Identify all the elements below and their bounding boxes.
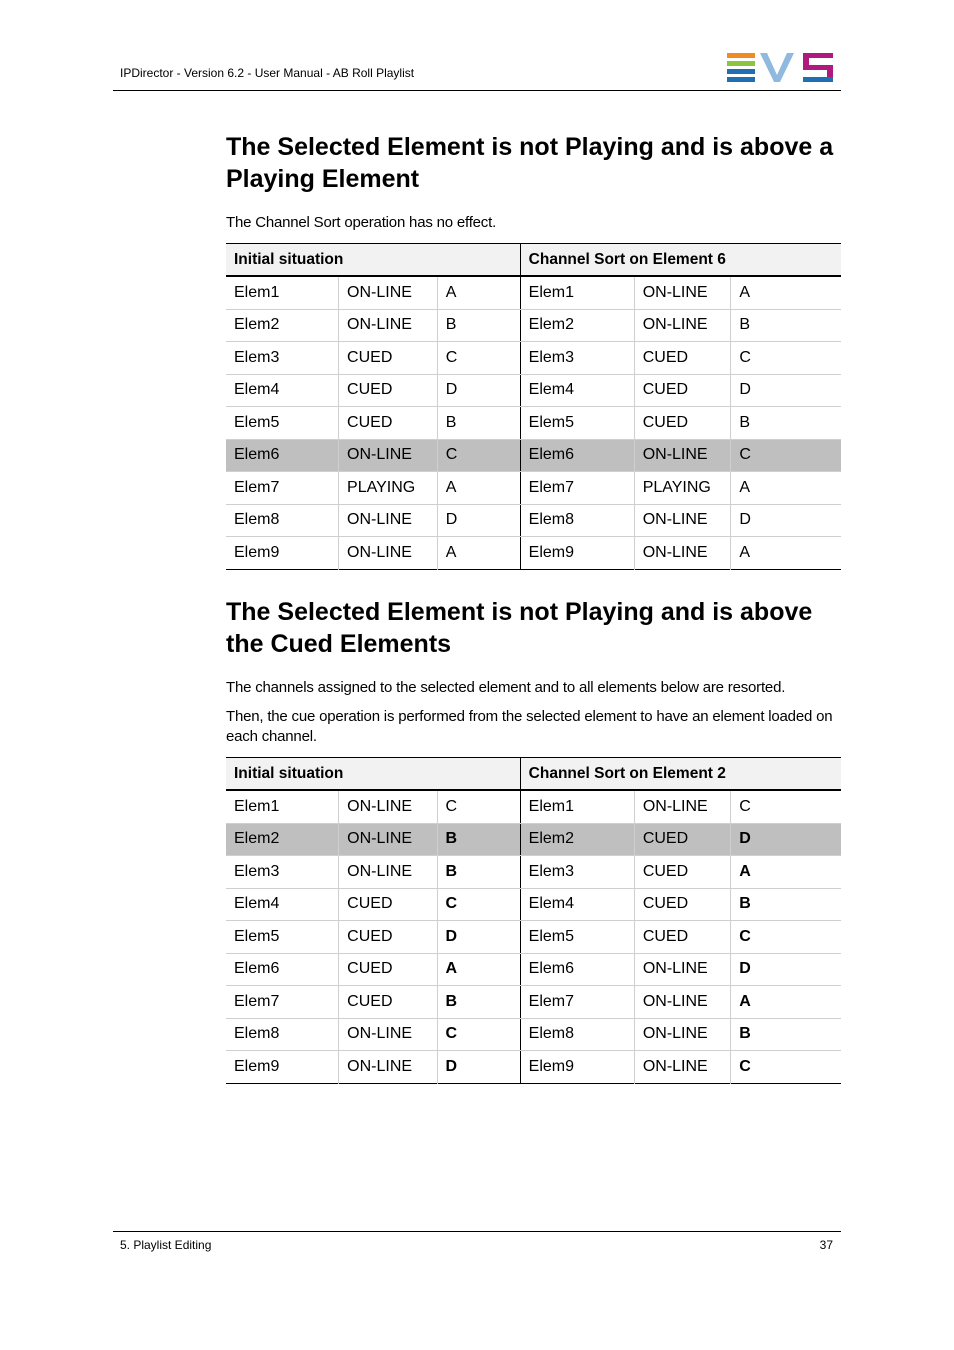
channel-cell: B <box>437 856 520 889</box>
status-cell: ON-LINE <box>634 986 730 1019</box>
table-row <box>226 1051 841 1084</box>
element-name-cell: Elem1 <box>520 790 634 823</box>
channel-cell: A <box>437 472 520 505</box>
table-row <box>226 856 841 889</box>
channel-cell: C <box>437 1018 520 1051</box>
element-name-cell: Elem6 <box>520 439 634 472</box>
page-number: 37 <box>819 1238 833 1252</box>
status-cell: ON-LINE <box>634 309 731 342</box>
status-cell: PLAYING <box>634 472 731 505</box>
table-row <box>226 472 841 505</box>
element-name-cell: Elem3 <box>520 856 634 889</box>
element-name-cell: Elem5 <box>520 921 634 954</box>
status-cell: CUED <box>339 888 437 921</box>
channel-cell: B <box>437 986 520 1019</box>
table-body <box>226 790 841 1083</box>
channel-cell: C <box>437 790 520 823</box>
channel-cell: D <box>731 504 841 537</box>
running-header: IPDirector - Version 6.2 - User Manual - AB Roll Playlist <box>120 66 415 80</box>
paragraph: The Channel Sort operation has no effect. <box>226 214 497 231</box>
status-cell: ON-LINE <box>339 537 438 570</box>
element-name-cell: Elem4 <box>520 374 634 407</box>
table-row <box>226 986 841 1019</box>
element-name-cell: Elem6 <box>226 439 339 472</box>
element-name-cell: Elem1 <box>520 276 634 309</box>
status-cell: CUED <box>339 986 437 1019</box>
table-row <box>226 342 841 375</box>
channel-sort-table-2 <box>226 757 841 1084</box>
element-name-cell: Elem6 <box>520 953 634 986</box>
element-name-cell: Elem8 <box>520 1018 634 1051</box>
status-cell: CUED <box>339 342 438 375</box>
evs-logo <box>727 53 835 83</box>
section-heading: The Selected Element is not Playing and is above the Cued Elements <box>226 598 813 658</box>
channel-cell: C <box>731 439 841 472</box>
status-cell: PLAYING <box>339 472 438 505</box>
element-name-cell: Elem1 <box>226 276 339 309</box>
element-name-cell: Elem6 <box>226 953 339 986</box>
element-name-cell: Elem7 <box>520 472 634 505</box>
element-name-cell: Elem3 <box>520 342 634 375</box>
status-cell: ON-LINE <box>339 823 437 856</box>
status-cell: ON-LINE <box>339 1051 437 1084</box>
status-cell: ON-LINE <box>339 439 438 472</box>
element-name-cell: Elem7 <box>226 986 339 1019</box>
channel-cell: B <box>731 1018 841 1051</box>
header-divider <box>113 90 841 91</box>
channel-cell: A <box>437 537 520 570</box>
status-cell: CUED <box>634 888 730 921</box>
channel-cell: D <box>437 374 520 407</box>
footer-divider <box>113 1231 841 1232</box>
channel-cell: B <box>731 888 841 921</box>
element-name-cell: Elem5 <box>226 407 339 440</box>
status-cell: CUED <box>634 823 730 856</box>
element-name-cell: Elem4 <box>226 888 339 921</box>
channel-cell: C <box>437 342 520 375</box>
table-row <box>226 790 841 823</box>
table-row <box>226 439 841 472</box>
table-row <box>226 407 841 440</box>
table-header-result: Channel Sort on Element 2 <box>520 758 841 791</box>
channel-sort-table-1 <box>226 243 841 570</box>
element-name-cell: Elem2 <box>520 309 634 342</box>
table-header-result: Channel Sort on Element 6 <box>520 244 841 277</box>
element-name-cell: Elem7 <box>520 986 634 1019</box>
element-name-cell: Elem1 <box>226 790 339 823</box>
element-name-cell: Elem9 <box>234 1057 280 1075</box>
channel-cell: A <box>731 986 841 1019</box>
status-cell: CUED <box>634 342 731 375</box>
element-name-cell: Elem7 <box>226 472 339 505</box>
table-row <box>226 888 841 921</box>
status-cell: CUED <box>634 374 731 407</box>
table-row <box>226 537 841 570</box>
table-header-initial: Initial situation <box>226 758 520 791</box>
element-name-cell: Elem2 <box>520 823 634 856</box>
channel-cell: B <box>731 309 841 342</box>
channel-cell: C <box>437 439 520 472</box>
element-name-cell: Elem2 <box>226 309 339 342</box>
channel-cell: A <box>731 537 841 570</box>
table-row <box>226 374 841 407</box>
status-cell: ON-LINE <box>339 1018 437 1051</box>
element-name-cell: Elem8 <box>226 1018 339 1051</box>
channel-cell: B <box>437 407 520 440</box>
channel-cell: D <box>731 374 841 407</box>
table-body <box>226 276 841 569</box>
chapter-label: 5. Playlist Editing <box>120 1238 212 1252</box>
table-row <box>226 276 841 309</box>
channel-cell: D <box>437 1051 520 1084</box>
status-cell: ON-LINE <box>634 276 731 309</box>
element-name-cell: Elem4 <box>520 888 634 921</box>
channel-cell: A <box>437 953 520 986</box>
status-cell: CUED <box>634 921 730 954</box>
channel-cell: D <box>731 953 841 986</box>
element-name-cell: Elem9 <box>520 537 634 570</box>
status-cell: CUED <box>339 407 438 440</box>
channel-cell: C <box>731 1051 841 1084</box>
element-name-cell: Elem5 <box>226 921 339 954</box>
channel-cell: A <box>731 276 841 309</box>
status-cell: ON-LINE <box>634 1018 730 1051</box>
table-header-initial: Initial situation <box>226 244 520 277</box>
status-cell: CUED <box>634 407 731 440</box>
status-cell: CUED <box>339 921 437 954</box>
status-cell: CUED <box>634 856 730 889</box>
channel-cell: B <box>437 309 520 342</box>
element-name-cell: Elem8 <box>226 504 339 537</box>
channel-cell: A <box>731 856 841 889</box>
status-cell: ON-LINE <box>634 1051 730 1084</box>
status-cell: ON-LINE <box>339 504 438 537</box>
element-name-cell: Elem4 <box>226 374 339 407</box>
channel-cell: C <box>437 888 520 921</box>
paragraph: Then, the cue operation is performed from the selected element to have an element loaded on each channel. <box>226 708 833 745</box>
channel-cell: D <box>437 504 520 537</box>
status-cell: ON-LINE <box>339 276 438 309</box>
status-cell: ON-LINE <box>634 537 731 570</box>
table-row <box>226 1018 841 1051</box>
status-cell: ON-LINE <box>634 953 730 986</box>
status-cell: CUED <box>339 374 438 407</box>
channel-cell: C <box>731 342 841 375</box>
status-cell: ON-LINE <box>339 309 438 342</box>
channel-cell: D <box>731 823 841 856</box>
element-name-cell: Elem9 <box>234 543 280 561</box>
paragraph: The channels assigned to the selected element and to all elements below are resorted. <box>226 679 786 696</box>
table-row <box>226 921 841 954</box>
element-name-cell: Elem2 <box>226 823 339 856</box>
status-cell: ON-LINE <box>634 790 730 823</box>
element-name-cell: Elem5 <box>520 407 634 440</box>
status-cell: ON-LINE <box>634 504 731 537</box>
element-name-cell: Elem8 <box>520 504 634 537</box>
channel-cell: C <box>731 790 841 823</box>
table-row <box>226 309 841 342</box>
channel-cell: B <box>437 823 520 856</box>
section-heading: The Selected Element is not Playing and is above a Playing Element <box>226 133 834 193</box>
status-cell: ON-LINE <box>339 856 437 889</box>
table-row <box>226 953 841 986</box>
channel-cell: B <box>731 407 841 440</box>
element-name-cell: Elem3 <box>226 342 339 375</box>
channel-cell: A <box>437 276 520 309</box>
status-cell: CUED <box>339 953 437 986</box>
status-cell: ON-LINE <box>339 790 437 823</box>
channel-cell: A <box>731 472 841 505</box>
status-cell: ON-LINE <box>634 439 731 472</box>
table-row <box>226 823 841 856</box>
table-row <box>226 504 841 537</box>
element-name-cell: Elem9 <box>520 1051 634 1084</box>
channel-cell: C <box>731 921 841 954</box>
element-name-cell: Elem3 <box>226 856 339 889</box>
channel-cell: D <box>437 921 520 954</box>
